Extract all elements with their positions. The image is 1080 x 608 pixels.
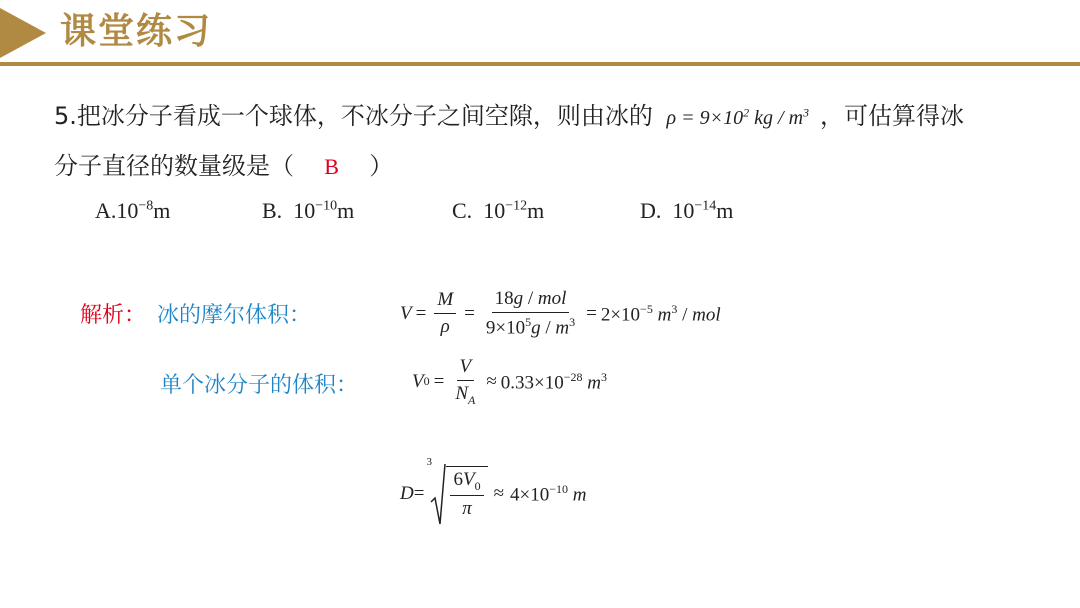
page-title: 课堂练习 — [60, 11, 213, 52]
question-text: 5.把冰分子看成一个球体，不冰分子之间空隙，则由冰的 — [54, 102, 653, 130]
option-base: 10 — [672, 198, 695, 223]
option-base: 10 — [483, 198, 506, 223]
answer-slot — [302, 152, 362, 180]
option-unit: m — [337, 198, 355, 223]
option-label: B. — [262, 198, 283, 223]
option-b[interactable] — [262, 198, 354, 224]
molar-volume-formula: V = $\frac{M}{\rho}$ = $\frac{\text{18g / mol}}{9\times 10^5g / m^3}$ = $2\times 10^{-5}$ $m^3$ / mol — [400, 288, 721, 339]
solution-prefix: 解析： — [80, 303, 147, 328]
option-label: C. — [452, 198, 473, 223]
option-exponent: −14 — [694, 198, 717, 214]
molar-volume-label: 冰的摩尔体积： — [157, 303, 312, 328]
header-divider — [0, 62, 1080, 66]
solution-line-2 — [160, 368, 358, 399]
question-prompt-end: ） — [369, 152, 394, 180]
option-a[interactable] — [95, 198, 170, 224]
solution-line-1 — [80, 298, 311, 329]
option-unit: m — [716, 198, 734, 223]
single-volume-formula: V 0 = $\frac{V}{N_A}$ ≈ $0.33\times 10^{-28}$ $m^3$ — [412, 356, 608, 407]
question-line-2 — [54, 146, 393, 181]
question-text-end: ，可估算得冰 — [820, 102, 965, 130]
option-exponent: −10 — [315, 198, 338, 214]
option-exponent: −12 — [505, 198, 528, 214]
option-label: D. — [640, 198, 662, 223]
diameter-formula: D = 3 $\frac{6V_0}{\pi}$ ≈ $4\times 10^{-10}$ m — [400, 462, 586, 526]
header — [0, 0, 1080, 66]
option-base: 10 — [293, 198, 316, 223]
option-base: 10 — [116, 198, 139, 223]
option-unit: m — [527, 198, 545, 223]
radical-icon — [430, 462, 446, 526]
option-d[interactable] — [640, 198, 733, 224]
question-line-1 — [54, 96, 964, 131]
option-label: A. — [95, 198, 117, 223]
option-unit: m — [153, 198, 171, 223]
question-prompt: 分子直径的数量级是（ — [54, 152, 294, 180]
option-c[interactable] — [452, 198, 544, 224]
single-volume-label: 单个冰分子的体积： — [160, 373, 359, 398]
arrow-icon — [0, 8, 46, 58]
density-formula: $\rho = 9\times 10^2$ kg / $m^3$ — [666, 105, 810, 129]
answer-value: B — [324, 154, 339, 179]
option-exponent: −8 — [138, 198, 154, 214]
